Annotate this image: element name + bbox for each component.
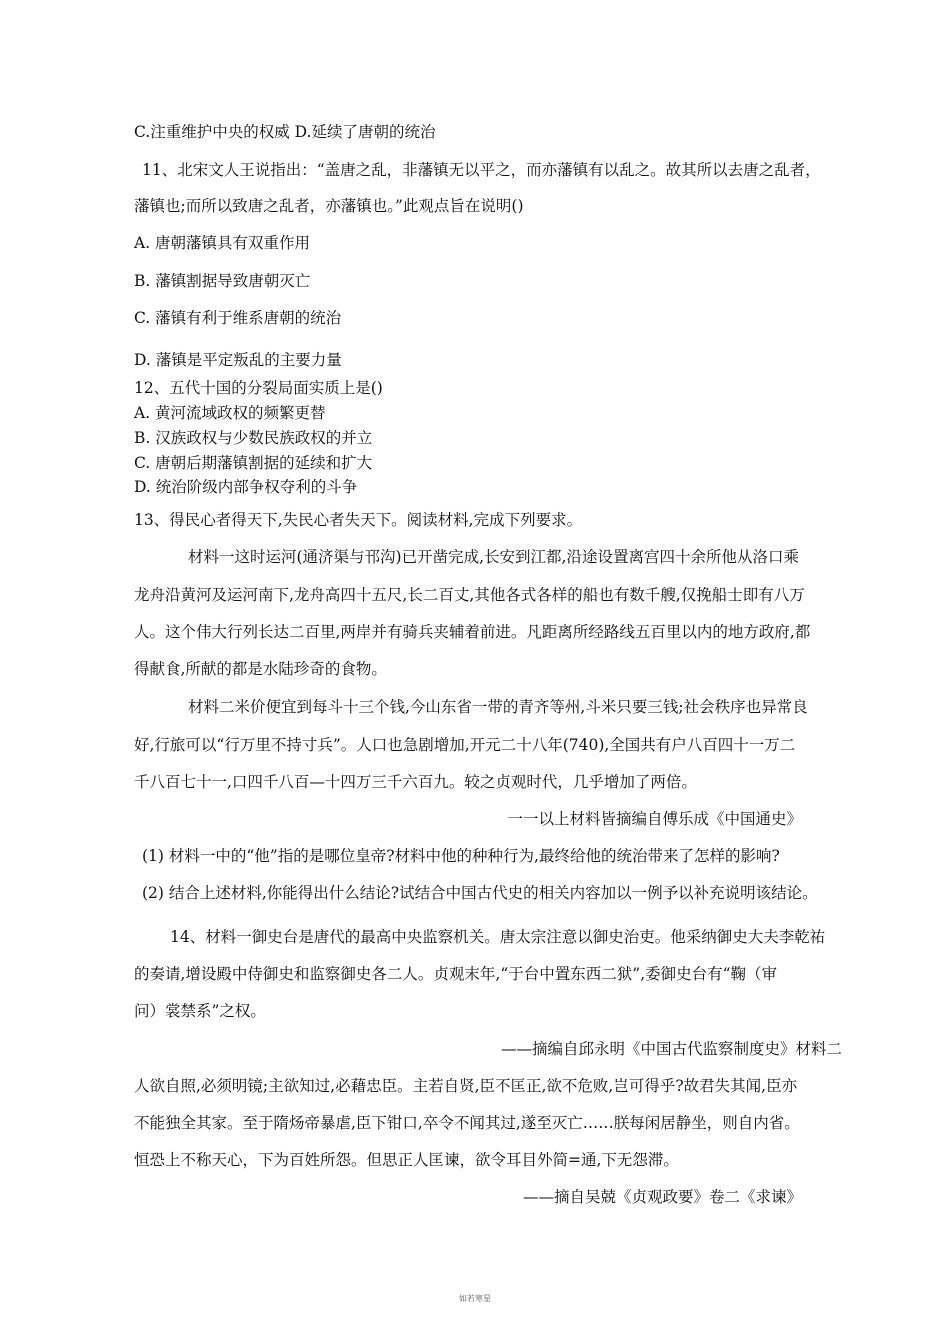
q13-material1-line4: 得献食,所献的都是水陆珍奇的食物。 xyxy=(134,660,387,678)
q14-material1-line2: 的奏请,增设殿中侍御史和监察御史各二人。贞观末年,“于台中置东西二狱”,委御史台有“鞠（审 xyxy=(134,965,778,983)
q13-stem: 13、得民心者得天下,失民心者失天下。阅读材料,完成下列要求。 xyxy=(134,511,583,529)
q13-material2-line3: 千八百七十一,口四千八百—十四万三千六百九。较之贞观时代，几乎增加了两倍。 xyxy=(134,773,697,791)
q10-options-cd: C.注重维护中央的权威 D.延续了唐朝的统治 xyxy=(134,123,436,141)
page-footer: 如若寒星 xyxy=(459,1294,491,1303)
q12-option-d: D. 统治阶级内部争权夺利的斗争 xyxy=(134,478,358,496)
q13-material2-line2: 好,行旅可以“行万里不持寸兵”。人口也急剧增加,开元二十八年(740),全国共有户八百四十一万二 xyxy=(134,736,796,754)
q12-option-a: A. 黄河流域政权的频繁更替 xyxy=(134,404,326,422)
q11-option-c: C. 藩镇有利于维系唐朝的统治 xyxy=(134,309,342,327)
q11-stem-line2: 藩镇也;而所以致唐之乱者，亦藩镇也。”此观点旨在说明() xyxy=(134,197,524,215)
q13-source: 一一以上材料皆摘编自傅乐成《中国通史》 xyxy=(507,810,802,828)
q13-material1-line1: 材料一这时运河(通济渠与邗沟)已开凿完成,长安到江都,沿途设置离宫四十余所他从洛口乘 xyxy=(188,548,799,566)
q12-option-c: C. 唐朝后期藩镇割据的延续和扩大 xyxy=(134,454,373,472)
q14-material2-line1: 人欲自照,必须明镜;主欲知过,必藉忠臣。主若自贤,臣不匡正,欲不危败,岂可得乎?故君失其闻,臣亦 xyxy=(134,1077,798,1095)
q14-material1-line1: 14、材料一御史台是唐代的最高中央监察机关。唐太宗注意以御史治吏。他采纳御史大夫李乾祐 xyxy=(170,928,826,946)
q12-stem: 12、五代十国的分裂局面实质上是() xyxy=(134,379,383,397)
q11-stem-line1: 11、北宋文人王说指出：“盖唐之乱，非藩镇无以平之，而亦藩镇有以乱之。故其所以去唐之乱者， xyxy=(142,161,821,179)
q14-material2-line3: 恒恐上不称天心，下为百姓所怨。但思正人匡谏，欲令耳目外简=通,下无怨滞。 xyxy=(134,1151,679,1169)
q11-option-a: A. 唐朝藩镇具有双重作用 xyxy=(134,234,311,252)
q13-material2-line1: 材料二米价便宜到每斗十三个钱,今山东省一带的青齐等州,斗米只要三钱;社会秩序也异常良 xyxy=(188,698,808,716)
q14-source2: ——摘自吴兢《贞观政要》卷二《求谏》 xyxy=(522,1188,802,1206)
q14-material1-line3: 问）裳禁系”之权。 xyxy=(134,1002,266,1020)
q13-material1-line2: 龙舟沿黄河及运河南下,龙舟高四十五尺,长二百丈,其他各式各样的船也有数千艘,仅挽船士即有八万 xyxy=(134,586,805,604)
q14-source1-material2-label: ——摘编自邱永明《中国古代监察制度史》材料二 xyxy=(500,1040,842,1058)
q11-option-d: D. 藩镇是平定叛乱的主要力量 xyxy=(134,351,342,369)
q12-option-b: B. 汉族政权与少数民族政权的并立 xyxy=(134,429,373,447)
q13-subquestion-1: (1) 材料一中的“他”指的是哪位皇帝?材料中他的种种行为,最终给他的统治带来了怎样的影响? xyxy=(142,847,780,865)
q14-material2-line2: 不能独全其家。至于隋炀帝暴虐,臣下钳口,卒令不闻其过,遂至灭亡……朕每闲居静坐，则自内省。 xyxy=(134,1114,800,1132)
q11-option-b: B. 藩镇割据导致唐朝灭亡 xyxy=(134,272,311,290)
q13-subquestion-2: (2) 结合上述材料,你能得出什么结论?试结合中国古代史的相关内容加以一例予以补充说明该结论。 xyxy=(142,884,818,902)
q13-material1-line3: 人。这个伟大行列长达二百里,两岸并有骑兵夹辅着前进。凡距离所经路线五百里以内的地方政府,都 xyxy=(134,623,811,641)
